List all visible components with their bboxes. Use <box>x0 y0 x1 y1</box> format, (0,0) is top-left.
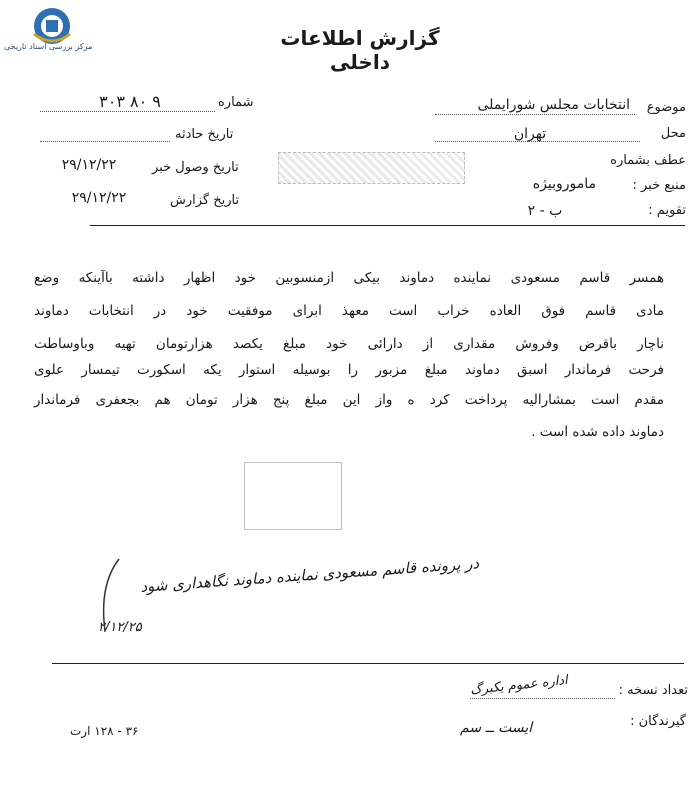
subject-value: انتخابات مجلس شورایملی <box>477 97 630 113</box>
number-dots <box>40 111 215 112</box>
source-label: منبع خبر : <box>632 178 686 193</box>
logo-caption: مرکز بررسی اسناد تاریخی <box>4 42 93 51</box>
number-label: شماره <box>218 95 254 110</box>
received-date-value: ۲۹/۱۲/۲۲ <box>61 157 117 173</box>
report-date-value: ۲۹/۱۲/۲۲ <box>71 190 127 206</box>
faded-stamp <box>244 462 342 530</box>
reference-label: عطف بشماره <box>610 153 686 168</box>
footer-divider <box>52 663 684 664</box>
number-value: ۳۰۳ ۸۰ ۹ <box>99 92 161 111</box>
body-line: دماوند داده شده است . <box>531 424 664 440</box>
copies-value: اداره عموم یکبرگ <box>469 672 569 699</box>
handwritten-bracket <box>95 555 125 635</box>
report-date-label: تاریخ گزارش <box>170 193 240 208</box>
handwritten-note: در پرونده قاسم مسعودی نماینده دماوند نگاهداری شود <box>139 554 480 596</box>
evaluation-label: تقویم : <box>648 203 686 218</box>
subject-label: موضوع <box>646 100 686 115</box>
page-title: گزارش اطلاعات داخلی <box>280 26 440 74</box>
evaluation-value: ب - ۲ <box>527 203 563 219</box>
place-label: محل <box>660 126 686 141</box>
subject-dots <box>435 114 635 115</box>
recipients-label: گیرندگان : <box>630 714 686 729</box>
received-date-label: تاریخ وصول خبر <box>152 160 239 175</box>
source-value: ماموروبیژه <box>532 176 596 192</box>
copies-dots <box>470 698 615 699</box>
incident-date-label: تاریخ حادثه <box>175 127 234 142</box>
body-line: مادی قاسم فوق العاده خراب است معهذ ابرای موفقیت خود در انتخابات دماوند <box>34 303 664 319</box>
body-line: ناچار باقرض وفروش مقداری از دارائی خود مبلغ یکصد هزارتومان تهیه وباوساطت <box>34 336 664 352</box>
body-line: فرحت فرماندار اسبق دماوند مبلغ مزبور را بوسیله استوار یکه اسکورت تیمسار علوی <box>34 362 664 378</box>
body-line: همسر قاسم مسعودی نماینده دماوند بیکی ازمنسوبین خود اظهار داشته باآینکه وضع <box>34 270 664 286</box>
header-divider <box>90 225 685 226</box>
recipients-value: ایست ــ سم <box>460 720 533 736</box>
copies-label: تعداد نسخه : <box>618 683 688 698</box>
body-line: مقدم است بمشارالیه پرداخت کرد ه واز این مبلغ پنج هزار تومان هم بجعفری فرماندار <box>34 392 664 408</box>
place-value: تهران <box>513 126 547 142</box>
incident-date-dots <box>40 141 170 142</box>
redacted-box <box>278 152 465 184</box>
handwritten-date: ۲/۱۲/۲۵ <box>98 620 142 635</box>
form-code: ۳۶ - ۱۲۸ ارت <box>70 724 139 738</box>
